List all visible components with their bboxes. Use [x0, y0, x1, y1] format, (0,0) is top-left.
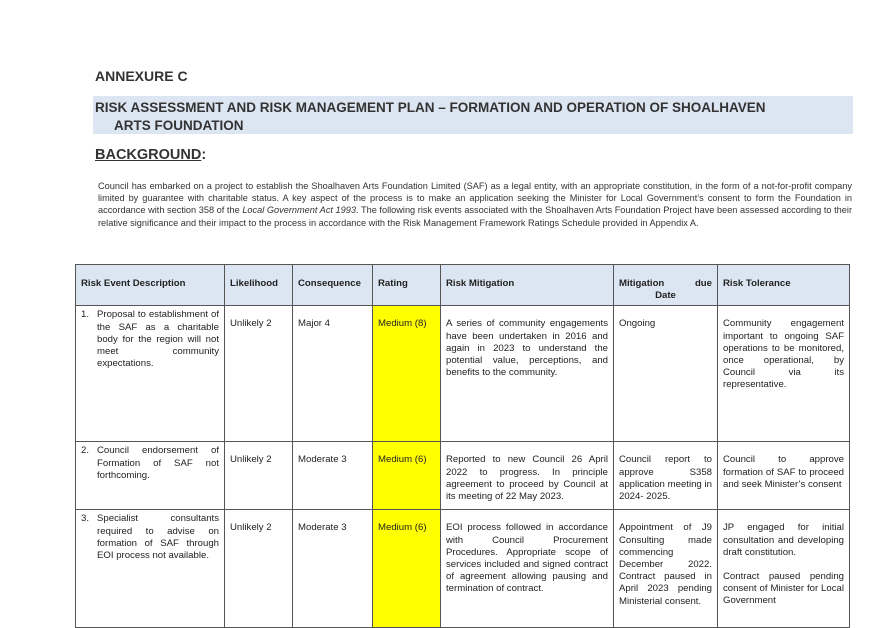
row1-due: Ongoing — [614, 306, 718, 442]
background-heading — [95, 147, 206, 163]
header-likelihood: Likelihood — [225, 265, 293, 306]
header-consequence: Consequence — [293, 265, 373, 306]
row1-event — [76, 306, 225, 442]
header-due-b: due — [694, 278, 712, 289]
risk-table — [75, 264, 850, 628]
header-due-a: Mitigation — [619, 278, 665, 289]
row3-rating: Medium (6) — [373, 510, 441, 628]
row2-tolerance: Council to approve formation of SAF to proceed and seek Minister’s consent — [718, 442, 850, 510]
header-mitigation-due-date — [614, 265, 718, 306]
header-event: Risk Event Description — [76, 265, 225, 306]
row2-due: Council report to approve S358 application meeting in 2024- 2025. — [614, 442, 718, 510]
row3-due: Appointment of J9 Consulting made commencing December 2022. Contract paused in April 2023 pending Ministerial consent. — [614, 510, 718, 628]
row2-event — [76, 442, 225, 510]
title-line-1: RISK ASSESSMENT AND RISK MANAGEMENT PLAN – FORMATION AND OPERATION OF SHOALHAVEN — [95, 100, 766, 115]
row1-likelihood: Unlikely 2 — [225, 306, 293, 442]
row3-event — [76, 510, 225, 628]
background-heading-colon: : — [201, 147, 207, 163]
table-row — [76, 510, 850, 628]
row3-likelihood: Unlikely 2 — [225, 510, 293, 628]
para-part-1: Council has embarked on a project to establish the Shoalhaven Arts Foundation Limited (SAF) as a legal entity, with an appropriate constitution, in the form of a not-for-profit company limited by guarantee with charitable status. A key aspect of the process is to make an application seeking the Minister for Local Government’s consent to form the Foundation in accordance with section 358 of the — [98, 181, 852, 216]
table-row — [76, 442, 850, 510]
background-heading-text: BACKGROUND — [95, 147, 202, 163]
row2-rating: Medium (6) — [373, 442, 441, 510]
table-header-row — [76, 265, 850, 306]
row3-event-text: Specialist consultants required to advise on formation of SAF through EOI process not available. — [97, 513, 219, 562]
header-due-c: Date — [655, 290, 676, 302]
header-mitigation: Risk Mitigation — [441, 265, 614, 306]
row3-num: 3. — [81, 513, 90, 525]
row3-mitigation: EOI process followed in accordance with Council Procurement Procedures. Appropriate scope of services included and signed contract of agreement allowing pausing and termination of contract. — [441, 510, 614, 628]
act-name: Local Government Act 1993 — [242, 205, 356, 216]
row3-consequence: Moderate 3 — [293, 510, 373, 628]
row3-tolerance-a: JP engaged for initial consultation and developing draft constitution. — [723, 522, 844, 558]
table-row — [76, 306, 850, 442]
row2-likelihood: Unlikely 2 — [225, 442, 293, 510]
row1-consequence: Major 4 — [293, 306, 373, 442]
background-paragraph — [98, 180, 852, 229]
row2-num: 2. — [81, 445, 90, 457]
annexure-label: ANNEXURE C — [95, 68, 188, 84]
para-part-2: . The following risk events associated with the Shoalhaven Arts Foundation Project have been assessed according to their relative significance and their impact to the process in accordance with the Risk Management Framework Ratings Schedule provided in Appendix A. — [98, 205, 852, 228]
row1-mitigation: A series of community engagements have been undertaken in 2016 and again in 2023 to understand the potential value, perceptions, and benefits to the community. — [441, 306, 614, 442]
row1-num: 1. — [81, 309, 90, 321]
row3-tolerance — [718, 510, 850, 628]
row1-event-text: Proposal to establishment of the SAF as a charitable body for the region will not meet community expectations. — [97, 309, 219, 370]
title-line-2: ARTS FOUNDATION — [114, 118, 244, 133]
row2-consequence: Moderate 3 — [293, 442, 373, 510]
header-tolerance: Risk Tolerance — [718, 265, 850, 306]
document-title — [93, 96, 853, 134]
row3-tolerance-b: Contract paused pending consent of Minister for Local Government — [723, 571, 844, 607]
row1-rating: Medium (8) — [373, 306, 441, 442]
row2-mitigation: Reported to new Council 26 April 2022 to progress. In principle agreement to proceed by Council at its meeting of 22 May 2023. — [441, 442, 614, 510]
header-rating: Rating — [373, 265, 441, 306]
row2-event-text: Council endorsement of Formation of SAF not forthcoming. — [97, 445, 219, 481]
row1-tolerance: Community engagement important to ongoing SAF operations to be monitored, once operational, by Council via its representative. — [718, 306, 850, 442]
